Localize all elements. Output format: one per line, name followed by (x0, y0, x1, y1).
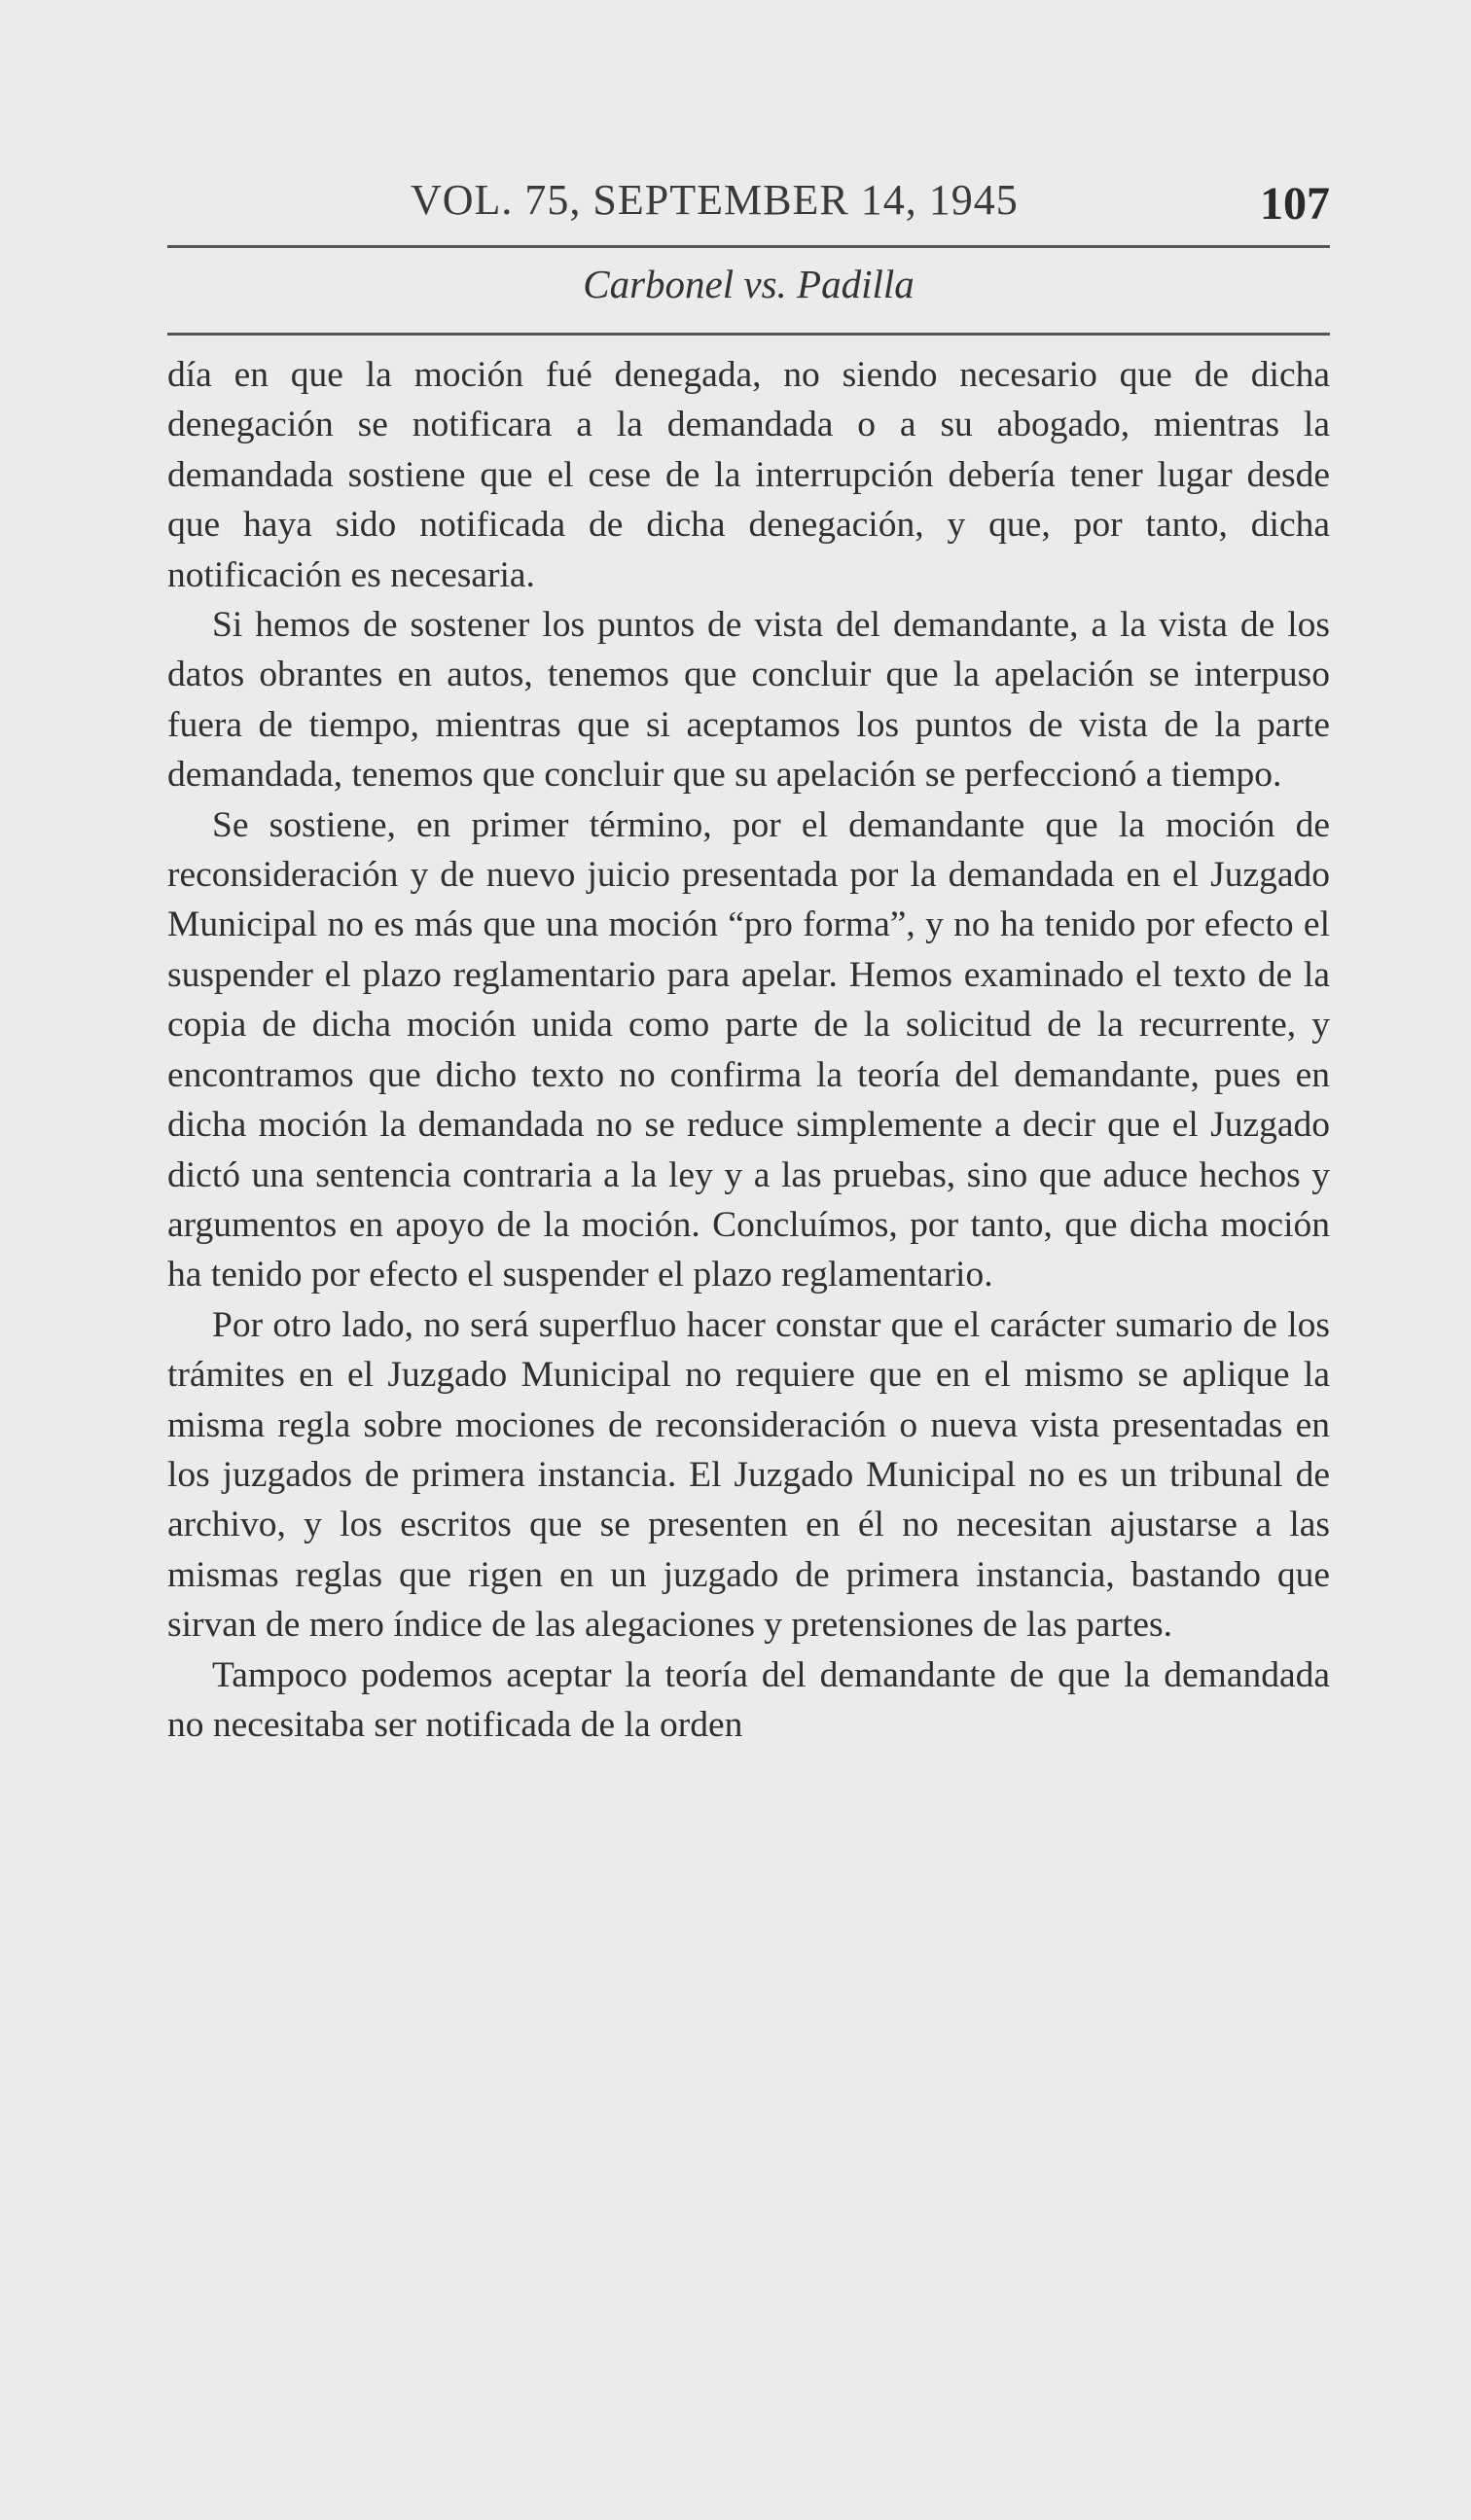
paragraph: Si hemos de sostener los puntos de vista del demandante, a la vista de los datos obrantes en autos, tenemos que concluir que la apelación se interpuso fuera de tiempo, mientras que si aceptamos los puntos de vista de la parte demandada, tenemos que concluir que su apelación se perfeccionó a tiempo. (167, 605, 1330, 796)
paragraph: Por otro lado, no será superfluo hacer constar que el carácter sumario de los trámites en el Juzgado Municipal no requiere que en el mismo se aplique la misma regla sobre mociones de reconsideración o nueva vista presentadas en los juzgados de primera instancia. El Juzgado Municipal no es un tribunal de archivo, y los escritos que se presenten en él no necesitan ajustarse a las mismas reglas que rigen en un juzgado de primera instancia, bastando que sirvan de mero índice de las alegaciones y pretensiones de las partes. (167, 1304, 1330, 1646)
paragraph: Tampoco podemos aceptar la teoría del demandante de que la demandada no necesitaba ser notificada de la orden (167, 1654, 1330, 1745)
body-text (167, 350, 1330, 1750)
paragraph-continuation: día en que la moción fué denegada, no siendo necesario que de dicha denegación se notificara a la demandada o a su abogado, mientras la demandada sostiene que el cese de la interrupción debería tener lugar desde que haya sido notificada de dicha denegación, y que, por tanto, dicha notificación es necesaria. (167, 355, 1330, 595)
volume-date-line: VOL. 75, SEPTEMBER 14, 1945 (411, 176, 1019, 224)
header-rule-top (167, 245, 1330, 248)
page-number: 107 (1260, 178, 1330, 230)
header-rule-bottom (167, 333, 1330, 336)
paragraph: Se sostiene, en primer término, por el demandante que la moción de reconsideración y de nuevo juicio presentada por la demandada en el Juzgado Municipal no es más que una moción “pro forma”, y no ha tenido por efecto el suspender el plazo reglamentario para apelar. Hemos examinado el texto de la copia de dicha moción unida como parte de la solicitud de la recurrente, y encontramos que dicho texto no confirma la teoría del demandante, pues en dicha moción la demandada no se reduce simplemente a decir que el Juzgado dictó una sentencia contraria a la ley y a las pruebas, sino que aduce hechos y argumentos en apoyo de la moción. Concluímos, por tanto, que dicha moción ha tenido por efecto el suspender el plazo reglamentario. (167, 804, 1330, 1295)
case-title: Carbonel vs. Padilla (583, 262, 915, 306)
running-head (167, 165, 1330, 233)
